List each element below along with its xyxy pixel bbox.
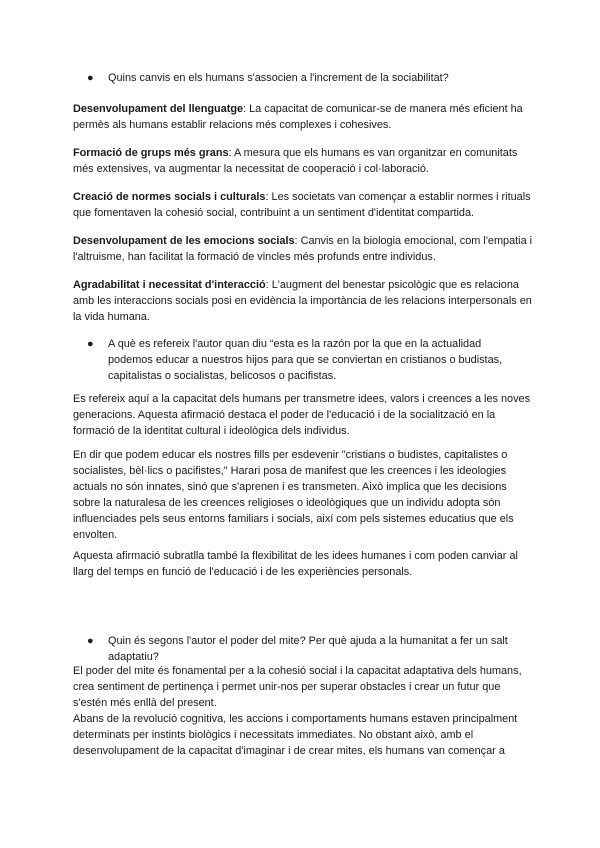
item-text: : La capacitat de comunicar-se de manera més eficient ha permès als humans establir relacions més complexes i cohesives. [73,103,523,131]
answer-3-paragraph-2: Abans de la revolució cognitiva, les accions i comportaments humans estaven principalment determinats per instints biològics i necessitats immediates. No obstant això, amb el desenvolupament de la capacitat d'imaginar i de crear mites, els humans van començar a [73,713,518,757]
item-norms [73,189,533,221]
question-1-text: Quins canvis en els humans s'associen a l'increment de la sociabilitat? [108,72,449,84]
question-1 [87,70,527,86]
item-groups [73,145,533,177]
bullet-icon: ● [87,635,94,647]
item-term: Desenvolupament del llenguatge [73,103,244,115]
answer-2-paragraph-2: En dir que podem educar els nostres fills per esdevenir "cristians o budistes, capitalistes o socialistes, bèl·lics o pacifistes," Harari posa de manifest que les creences i les ideologies actuals no són innates, sinó que s'aprenen i es transmeten. Això implica que les decisions sobre la naturalesa de les creences religioses o ideològiques que un individu adopta són influenciades pels seus entorns familiars i socials, així com pels sistemes educatius que els envolten. [73,449,514,541]
question-2-text: A què es refereix l'autor quan diu “esta es la razón por la que en la actualidad podemos educar a nuestros hijos para que se conviertan en cristianos o budistas, capitalistas o socialistas, belicosos o pacifistas. [108,338,503,382]
item-term: Creació de normes socials i culturals [73,191,266,203]
item-term: Desenvolupament de les emocions socials [73,235,295,247]
question-3 [87,633,527,665]
answer-3-paragraph-1: El poder del mite és fonamental per a la cohesió social i la capacitat adaptativa dels humans, crea sentiment de pertinença i permet unir-nos per superar obstacles i crear un futur que s'estén més enllà del present. [73,665,522,709]
answer-2-paragraph-3: Aquesta afirmació subratlla també la flexibilitat de les idees humanes i com poden canviar al llarg del temps en funció de l'educació i de les experiències personals. [73,550,518,578]
item-text: : Les societats van començar a establir normes i rituals que fomentaven la cohesió social, contribuint a un sentiment d'identitat compartida. [73,191,531,219]
bullet-icon: ● [87,72,94,84]
question-3-text: Quin és segons l'autor el poder del mite? Per què ajuda a la humanitat a fer un salt adaptatiu? [108,635,508,663]
item-text: : A mesura que els humans es van organitzar en comunitats més extensives, va augmentar la necessitat de cooperació i col·laboració. [73,147,518,175]
item-text: : Canvis en la biologia emocional, com l'empatia i l'altruisme, han facilitat la formació de vincles més profunds entre individus. [73,235,533,263]
item-term: Agradabilitat i necessitat d'interacció [73,279,266,291]
item-term: Formació de grups més grans [73,147,229,159]
answer-2-paragraph-1: Es refereix aquí a la capacitat dels humans per transmetre idees, valors i creences a les noves generacions. Aquesta afirmació destaca el poder de l'educació i de la socialització en la formació de la identitat cultural i ideològica dels individus. [73,393,531,437]
item-emotions [73,233,533,265]
bullet-icon: ● [87,338,94,350]
item-agreeableness [73,277,533,325]
item-text: : L'augment del benestar psicològic que es relaciona amb les interaccions socials posi en evidència la importància de les relacions interpersonals en la vida humana. [73,279,532,323]
question-2 [87,336,527,384]
item-language [73,101,533,133]
